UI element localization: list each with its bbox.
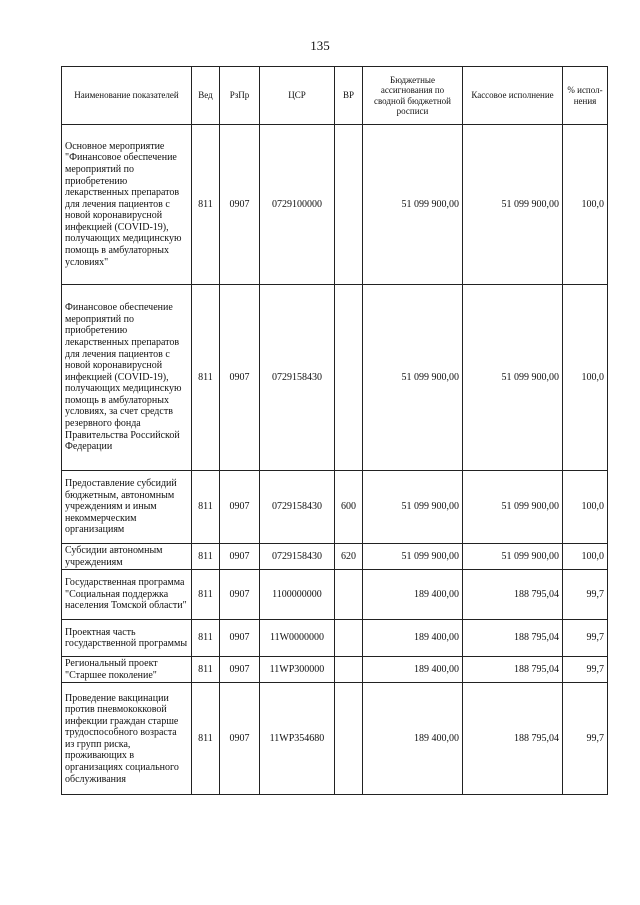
header-rzpr: РзПр bbox=[220, 67, 260, 125]
row-vr bbox=[335, 125, 363, 285]
row-percent: 99,7 bbox=[563, 683, 608, 795]
row-cash: 188 795,04 bbox=[463, 683, 563, 795]
row-vr bbox=[335, 657, 363, 683]
row-cash: 188 795,04 bbox=[463, 620, 563, 657]
row-percent: 100,0 bbox=[563, 471, 608, 544]
row-csr: 1100000000 bbox=[260, 570, 335, 620]
table-row bbox=[62, 683, 608, 795]
row-name: Проведение вакцинации против пневмококковой инфекции граждан старше трудоспособного возраста из групп риска, проживающих в организациях социального обслуживания bbox=[62, 683, 192, 795]
row-budget: 189 400,00 bbox=[363, 683, 463, 795]
table-header-row bbox=[62, 67, 608, 125]
table-row bbox=[62, 570, 608, 620]
row-budget: 51 099 900,00 bbox=[363, 544, 463, 570]
row-rzpr: 0907 bbox=[220, 285, 260, 471]
row-vr: 620 bbox=[335, 544, 363, 570]
header-vr: ВР bbox=[335, 67, 363, 125]
row-csr: 0729158430 bbox=[260, 471, 335, 544]
budget-execution-table bbox=[61, 66, 608, 795]
row-ved: 811 bbox=[192, 657, 220, 683]
row-csr: 0729100000 bbox=[260, 125, 335, 285]
row-percent: 100,0 bbox=[563, 285, 608, 471]
row-cash: 51 099 900,00 bbox=[463, 125, 563, 285]
row-vr bbox=[335, 620, 363, 657]
row-ved: 811 bbox=[192, 285, 220, 471]
row-ved: 811 bbox=[192, 570, 220, 620]
row-rzpr: 0907 bbox=[220, 570, 260, 620]
row-name: Проектная часть государственной программы bbox=[62, 620, 192, 657]
row-ved: 811 bbox=[192, 683, 220, 795]
header-percent: % испол-нения bbox=[563, 67, 608, 125]
page-number: 135 bbox=[310, 38, 330, 53]
row-name: Основное мероприятие "Финансовое обеспечение мероприятий по приобретению лекарственных препаратов для лечения пациентов с новой коронавирусной инфекцией (COVID-19), получающих медицинскую помощь в амбулаторных условиях" bbox=[62, 125, 192, 285]
row-percent: 99,7 bbox=[563, 657, 608, 683]
row-ved: 811 bbox=[192, 471, 220, 544]
row-cash: 51 099 900,00 bbox=[463, 544, 563, 570]
row-vr bbox=[335, 285, 363, 471]
row-percent: 99,7 bbox=[563, 570, 608, 620]
row-csr: 0729158430 bbox=[260, 544, 335, 570]
row-budget: 51 099 900,00 bbox=[363, 285, 463, 471]
row-ved: 811 bbox=[192, 620, 220, 657]
row-cash: 51 099 900,00 bbox=[463, 471, 563, 544]
row-csr: 11WP300000 bbox=[260, 657, 335, 683]
header-csr: ЦСР bbox=[260, 67, 335, 125]
row-percent: 99,7 bbox=[563, 620, 608, 657]
row-rzpr: 0907 bbox=[220, 544, 260, 570]
row-rzpr: 0907 bbox=[220, 125, 260, 285]
row-rzpr: 0907 bbox=[220, 657, 260, 683]
row-budget: 189 400,00 bbox=[363, 657, 463, 683]
row-cash: 51 099 900,00 bbox=[463, 285, 563, 471]
row-cash: 188 795,04 bbox=[463, 657, 563, 683]
header-budget: Бюджетные ассигнования по сводной бюджетной росписи bbox=[363, 67, 463, 125]
row-budget: 51 099 900,00 bbox=[363, 471, 463, 544]
row-ved: 811 bbox=[192, 544, 220, 570]
row-csr: 11W0000000 bbox=[260, 620, 335, 657]
row-budget: 189 400,00 bbox=[363, 620, 463, 657]
row-name: Финансовое обеспечение мероприятий по приобретению лекарственных препаратов для лечения пациентов с новой коронавирусной инфекцией (COVID-19), получающих медицинскую помощь в амбулаторных условиях, за счет средств резервного фонда Правительства Российской Федерации bbox=[62, 285, 192, 471]
header-ved: Вед bbox=[192, 67, 220, 125]
row-name: Государственная программа "Социальная поддержка населения Томской области" bbox=[62, 570, 192, 620]
row-name: Субсидии автономным учреждениям bbox=[62, 544, 192, 570]
row-percent: 100,0 bbox=[563, 544, 608, 570]
header-cash: Кассовое исполнение bbox=[463, 67, 563, 125]
row-name: Предоставление субсидий бюджетным, автономным учреждениям и иным некоммерческим организациям bbox=[62, 471, 192, 544]
row-cash: 188 795,04 bbox=[463, 570, 563, 620]
row-csr: 0729158430 bbox=[260, 285, 335, 471]
row-vr bbox=[335, 570, 363, 620]
table-row bbox=[62, 285, 608, 471]
row-csr: 11WP354680 bbox=[260, 683, 335, 795]
table-row bbox=[62, 620, 608, 657]
row-percent: 100,0 bbox=[563, 125, 608, 285]
row-rzpr: 0907 bbox=[220, 683, 260, 795]
header-name: Наименование показателей bbox=[62, 67, 192, 125]
table-row bbox=[62, 471, 608, 544]
row-name: Региональный проект "Старшее поколение" bbox=[62, 657, 192, 683]
row-vr: 600 bbox=[335, 471, 363, 544]
row-vr bbox=[335, 683, 363, 795]
table-row bbox=[62, 657, 608, 683]
table-row bbox=[62, 125, 608, 285]
row-rzpr: 0907 bbox=[220, 620, 260, 657]
row-rzpr: 0907 bbox=[220, 471, 260, 544]
row-budget: 189 400,00 bbox=[363, 570, 463, 620]
row-budget: 51 099 900,00 bbox=[363, 125, 463, 285]
row-ved: 811 bbox=[192, 125, 220, 285]
table-row bbox=[62, 544, 608, 570]
